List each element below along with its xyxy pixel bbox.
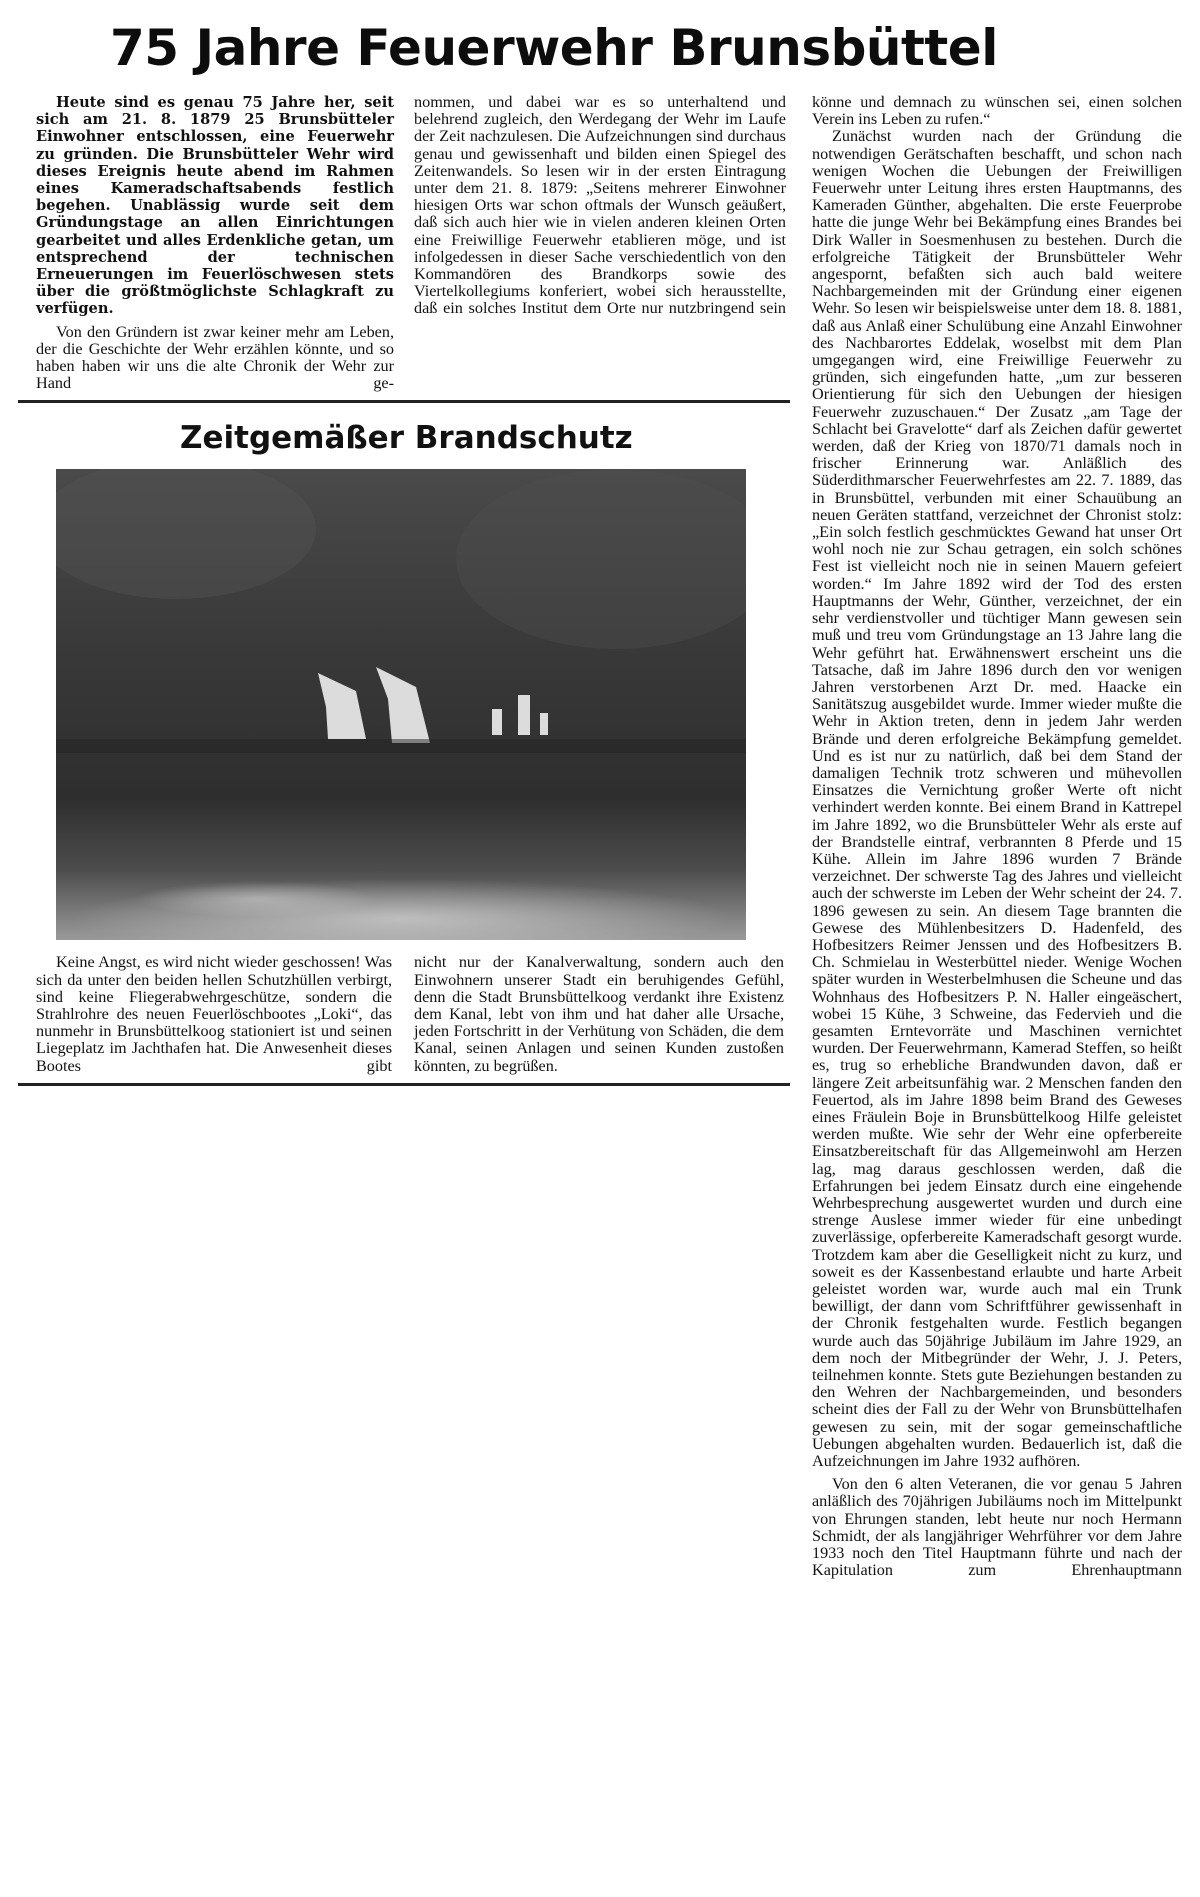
divider-rule	[18, 1083, 790, 1086]
photo-image	[56, 469, 746, 940]
article-paragraph: Von den Gründern ist zwar keiner mehr am Leben, der die Geschichte der Wehr erzählen könnte, und so haben haben wir uns die alte Chronik der Wehr zur Hand ge-	[36, 322, 394, 393]
photo-caption: nicht nur der Kanalverwaltung, sondern auch den Einwohnern unserer Stadt ein beruhigendes Gefühl, denn die Stadt Brunsbüttelkoog verdankt ihre Existenz dem Kanal, lebt von ihm und hat daher alle Ursache, jeden Fortschritt in der Verhütung von Schäden, die dem Kanal, seinen Anlagen und seinen Kunden zustoßen könnten, zu begrüßen.	[414, 953, 784, 1075]
article-paragraph: Zunächst wurden nach der Gründung die notwendigen Gerätschaften beschafft, und schon nach wenigen Wochen die Uebungen der Freiwilligen Feuerwehr unter Leitung ihres ersten Hauptmanns, des Kameraden Günther, abgehalten. Die erste Feuerprobe hatte die junge Wehr bei Bekämpfung eines Brandes bei Dirk Waller in Soesmenhusen zu bestehen. Durch die erfolgreiche Tätigkeit der Brunsbütteler Wehr angespornt, befaßten sich auch bald weitere Nachbargemeinden mit der Gründung einer eigenen Wehr. So lesen wir beispielsweise unter dem 18. 8. 1881, daß aus Anlaß einer Schulübung eine Anzahl Einwohner des Nachbarortes Eddelak, woselbst mit dem Plan umgegangen wird, eine Freiwillige Feuerwehr zu gründen, sich eingefunden hatte, „um zur besseren Orientierung für sich den Uebungen der hiesigen Feuerwehr zuzuschauen.“ Der Zusatz „am Tage der Schlacht bei Gravelotte“ darf als Zeichen dafür gewertet werden, daß der Krieg von 1870/71 damals noch in frischer Erinnerung war. Anläßlich des Süderdithmarscher Feuerwehrfestes am 22. 7. 1889, das in Brunsbüttel, verbunden mit einer Schauübung an neuen Geräten stattfand, verzeichnet der Chronist stolz: „Ein solch festlich geschmücktes Gewand hat unser Ort wohl noch nie zur Schau getragen, ein solch schönes Fest ist vielleicht noch nie in seinen Mauern gefeiert worden.“ Im Jahre 1892 wird der Tod des ersten Hauptmanns der Wehr, Günther, verzeichnet, der ein sehr verdienstvoller und tüchtiger Mann gewesen sein muß und treu vom Gründungstage an 13 Jahre lang die Wehr geführt hat. Erwähnenswert erscheint uns die Tatsache, daß im Jahre 1896 durch den vor wenigen Jahren verstorbenen Arzt Dr. med. Haacke ein Sanitätszug ausgebildet wurde. Immer wieder mußte die Wehr in Aktion treten, denn in jedem Jahr werden Brände und deren erfolgreiche Bekämpfung gemeldet. Und es ist nur zu natürlich, daß bei dem Stand der damaligen Technik trotz schweren und mühevollen Einsatzes die Vernichtung großer Werte oft nicht verhindert werden konnte. Bei einem Brand in Kattrepel im Jahre 1892, wo die Brunsbütteler Wehr als erste auf der Brandstelle eintraf, verbrannten 8 Pferde und 15 Kühe. Allein im Jahre 1896 wurden 7 Brände verzeichnet. Der schwerste Tag des Jahres und vielleicht auch der schwerste im Leben der Wehr scheint der 24. 7. 1896 gewesen zu sein. An diesem Tage brannten die Gewese des Mühlenbesitzers D. Hadenfeld, des Hofbesitzers Reimer Jenssen und des Hofbesitzers B. Ch. Schmielau in Westerbüttel nieder. Wenige Wochen später wurden in Westerbelmhusen die Scheune und das Wohnhaus des Hofbesitzers P. N. Haller eingeäschert, wobei 15 Kühe, 3 Schweine, das Federvieh und die gesamten Erntevorräte und Maschinen vernichtet wurden. Der Feuerwehrmann, Kamerad Steffen, so heißt es, trug so erhebliche Brandwunden davon, daß er längere Zeit arbeitsunfähig war. 2 Menschen fanden den Feuertod, als im Jahre 1898 beim Brand des Geweses eines Fräulein Boje in Brunsbüttelkoog Hilfe geleistet werden mußte. Wie sehr der Wehr eine opferbereite Einsatzbereitschaft für das Allgemeinwohl am Herzen lag, mag daraus geschlossen werden, daß die Erfahrungen bei jedem Einsatz durch eine eingehende Wehrbesprechung ausgewertet wurden und durch eine strenge Auslese immer wieder für eine unbedingt zuverlässige, opferbereite Kameradschaft gesorgt wurde. Trotzdem kam aber die Geselligkeit nicht zu kurz, und soweit es der Kassenbestand erlaubte und harte Arbeit geleistet worden war, wurde auch mal ein Trunk bewilligt, der dann vom Schriftführer gewissenhaft in der Chronik festgehalten wurde. Festlich begangen wurde auch das 50jährige Jubiläum im Jahre 1929, an dem noch der Mitbegründer der Wehr, J. J. Peters, teilnehmen konnte. Stets gute Beziehungen bestanden zu den Wehren der Nachbargemeinden, und besonders scheint dies der Fall zu der Wehr von Brunsbüttelhafen gewesen zu sein, mit der sogar gemeinschaftliche Uebungen abgehalten wurden. Bedauerlich ist, daß die Aufzeichnungen im Jahre 1932 aufhören.	[812, 127, 1182, 1471]
caption-row	[18, 954, 790, 1074]
photo-caption: Keine Angst, es wird nicht wieder geschossen! Was sich da unter den beiden hellen Schutzhüllen verbirgt, sind keine Fliegerabwehrgeschütze, sondern die Strahlrohre des neuen Feuerlöschbootes „Loki“, das nunmehr in Brunsbüttelkoog stationiert ist und seinen Liegeplatz im Jachthafen hat. Die Anwesenheit dieses Bootes gibt	[36, 953, 392, 1075]
article-column-1	[36, 94, 394, 392]
fireboat-photo	[56, 469, 746, 940]
caption-column-1	[36, 954, 392, 1074]
article-paragraph: könne und demnach zu wünschen sei, einen solchen Verein ins Leben zu rufen.“	[812, 93, 1182, 129]
article-intro: Heute sind es genau 75 Jahre her, seit sich am 21. 8. 1879 25 Brunsbütteler Einwohner entschlossen, eine Feuerwehr zu gründen. Die Brunsbütteler Wehr wird dieses Ereignis heute abend im Rahmen eines Kameradschaftsabends festlich begehen. Unablässig wurde seit dem Gründungstage an allen Einrichtungen gearbeitet und alles Erdenkliche getan, um entsprechend der technischen Erneuerungen im Feuerlöschwesen stets über die größtmöglichste Schlagkraft zu verfügen.	[36, 94, 394, 318]
article-column-3	[812, 94, 1182, 1579]
photo-heading: Zeitgemäßer Brandschutz	[180, 420, 633, 457]
caption-column-2	[414, 954, 784, 1074]
article-top-row	[18, 94, 790, 392]
article-paragraph: nommen, und dabei war es so unterhaltend und belehrend zugleich, den Werdegang der Wehr im Laufe der Zeit nachzulesen. Die Aufzeichnungen sind durchaus genau und gewissenhaft und bilden einen Spiegel des Zeitenwandels. So lesen wir in der ersten Eintragung unter dem 21. 8. 1879: „Seitens mehrerer Einwohner hiesigen Orts war schon oftmals der Wunsch geäußert, daß sich auch hier wie in vielen anderen kleinen Orten eine Freiwillige Feuerwehr etablieren möge, und ist infolgedessen in dieser Sache verschiedentlich von den Kommandören des Brandkorps sowie des Viertelkollegiums konferiert, wobei sich herausstellte, daß ein solches Institut dem Orte nur nutzbringend sein	[414, 93, 786, 318]
left-section	[18, 94, 790, 1086]
article-column-2	[414, 94, 786, 318]
divider-rule	[18, 400, 790, 403]
article-paragraph: Von den 6 alten Veteranen, die vor genau 5 Jahren anläßlich des 70jährigen Jubiläums noch im Mittelpunkt von Ehrungen standen, lebt heute nur noch Hermann Schmidt, der als langjähriger Wehrführer vor dem Jahre 1933 noch den Titel Hauptmann führte und nach der Kapitulation zum Ehrenhauptmann	[812, 1475, 1182, 1580]
headline: 75 Jahre Feuerwehr Brunsbüttel	[110, 19, 998, 77]
